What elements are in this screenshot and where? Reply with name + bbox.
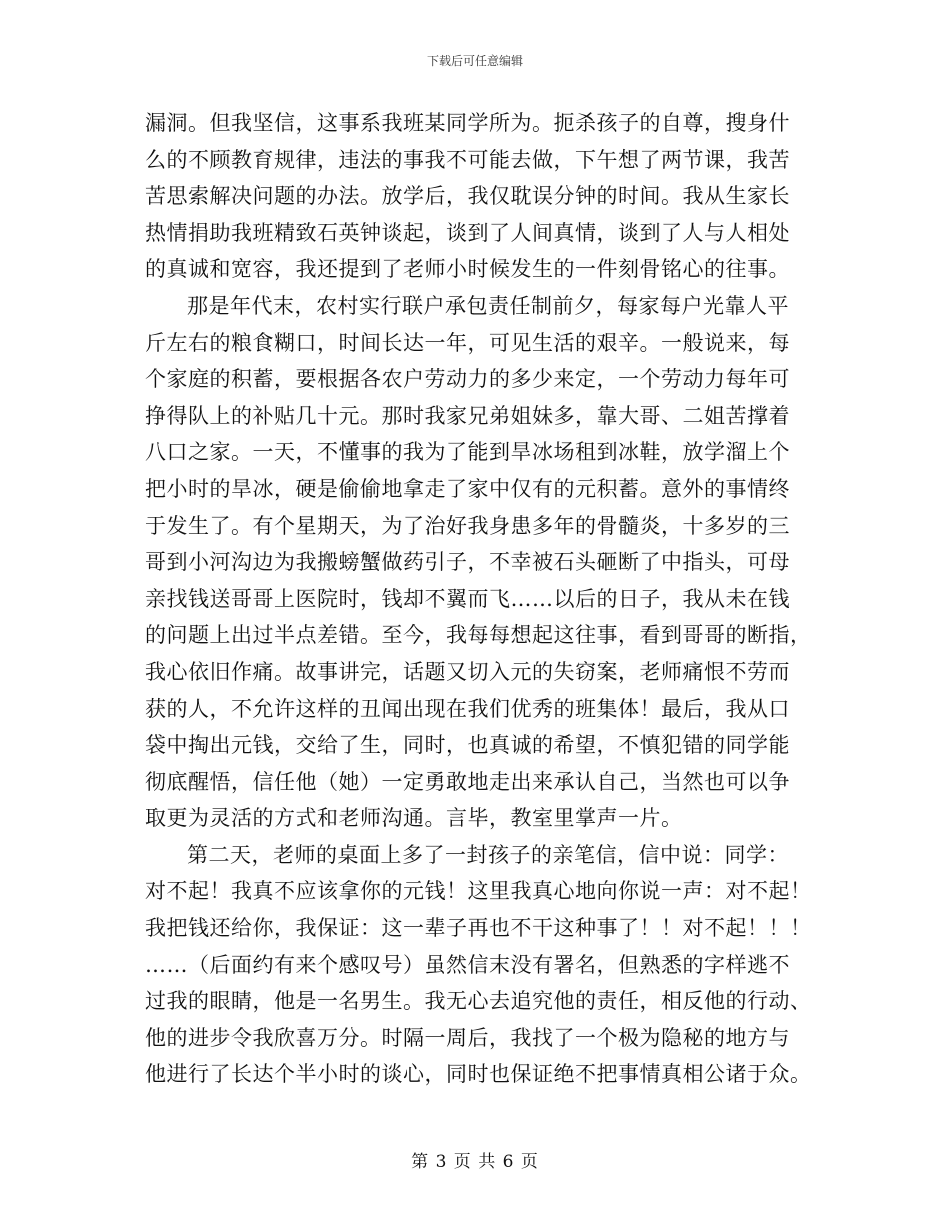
- text-line: 取更为灵活的方式和老师沟通。言毕，教室里掌声一片。: [145, 806, 683, 831]
- text-line: 我心依旧作痛。故事讲完，话题又切入元的失窃案，老师痛恨不劳而: [145, 659, 790, 684]
- text-line: 获的人，不允许这样的丑闻出现在我们优秀的班集体！最后，我从口: [145, 696, 790, 721]
- text-line: 八口之家。一天，不懂事的我为了能到旱冰场租到冰鞋，放学溜上个: [145, 440, 790, 465]
- text-line: 过我的眼睛，他是一名男生。我无心去追究他的责任，相反他的行动、: [145, 989, 812, 1014]
- text-line: 把小时的旱冰，硬是偷偷地拿走了家中仅有的元积蓄。意外的事情终: [145, 476, 790, 501]
- text-line: 彻底醒悟，信任他（她）一定勇敢地走出来承认自己，当然也可以争: [145, 769, 790, 794]
- text-line: 热情捐助我班精致石英钟谈起，谈到了人间真情，谈到了人与人相处: [145, 220, 790, 245]
- text-line: 对不起！我真不应该拿你的元钱！这里我真心地向你说一声：对不起！: [145, 879, 812, 904]
- text-line: 我把钱还给你，我保证：这一辈子再也不干这种事了！！对不起！！！: [145, 916, 812, 941]
- page-header: 下载后可任意编辑: [426, 54, 523, 68]
- body-text: [145, 105, 812, 1093]
- text-line: 袋中掏出元钱，交给了生，同时，也真诚的希望，不慎犯错的同学能: [145, 733, 790, 758]
- text-line: 他进行了长达个半小时的谈心，同时也保证绝不把事情真相公诸于众。: [145, 1062, 812, 1087]
- text-line: 苦思索解决问题的办法。放学后，我仅耽误分钟的时间。我从生家长: [145, 184, 790, 209]
- page-number-footer: 第 3 页 共 6 页: [411, 1152, 539, 1172]
- text-line: 么的不顾教育规律，违法的事我不可能去做，下午想了两节课，我苦: [145, 147, 790, 172]
- text-line: 挣得队上的补贴几十元。那时我家兄弟姐妹多，靠大哥、二姐苦撑着: [145, 403, 790, 428]
- text-line: 的真诚和宽容，我还提到了老师小时候发生的一件刻骨铭心的往事。: [145, 257, 790, 282]
- text-line: 他的进步令我欣喜万分。时隔一周后，我找了一个极为隐秘的地方与: [145, 1025, 790, 1050]
- text-line: 的问题上出过半点差错。至今，我每每想起这往事，看到哥哥的断指，: [145, 623, 812, 648]
- text-line: 漏洞。但我坚信，这事系我班某同学所为。扼杀孩子的自尊，搜身什: [145, 111, 790, 135]
- paragraph-start-line: 第二天，老师的桌面上多了一封孩子的亲笔信，信中说：同学：: [187, 842, 789, 867]
- paragraph-start-line: 那是年代末，农村实行联户承包责任制前夕，每家每户光靠人平: [187, 293, 789, 318]
- text-line: 亲找钱送哥哥上医院时，钱却不翼而飞……以后的日子，我从未在钱: [145, 586, 790, 611]
- text-line: 个家庭的积蓄，要根据各农户劳动力的多少来定，一个劳动力每年可: [145, 367, 790, 392]
- text-line: ……（后面约有来个感叹号）虽然信末没有署名，但熟悉的字样逃不: [145, 952, 790, 977]
- text-line: 哥到小河沟边为我搬螃蟹做药引子，不幸被石头砸断了中指头，可母: [145, 550, 790, 575]
- text-line: 于发生了。有个星期天，为了治好我身患多年的骨髓炎，十多岁的三: [145, 513, 790, 538]
- text-line: 斤左右的粮食糊口，时间长达一年，可见生活的艰辛。一般说来，每: [145, 330, 790, 355]
